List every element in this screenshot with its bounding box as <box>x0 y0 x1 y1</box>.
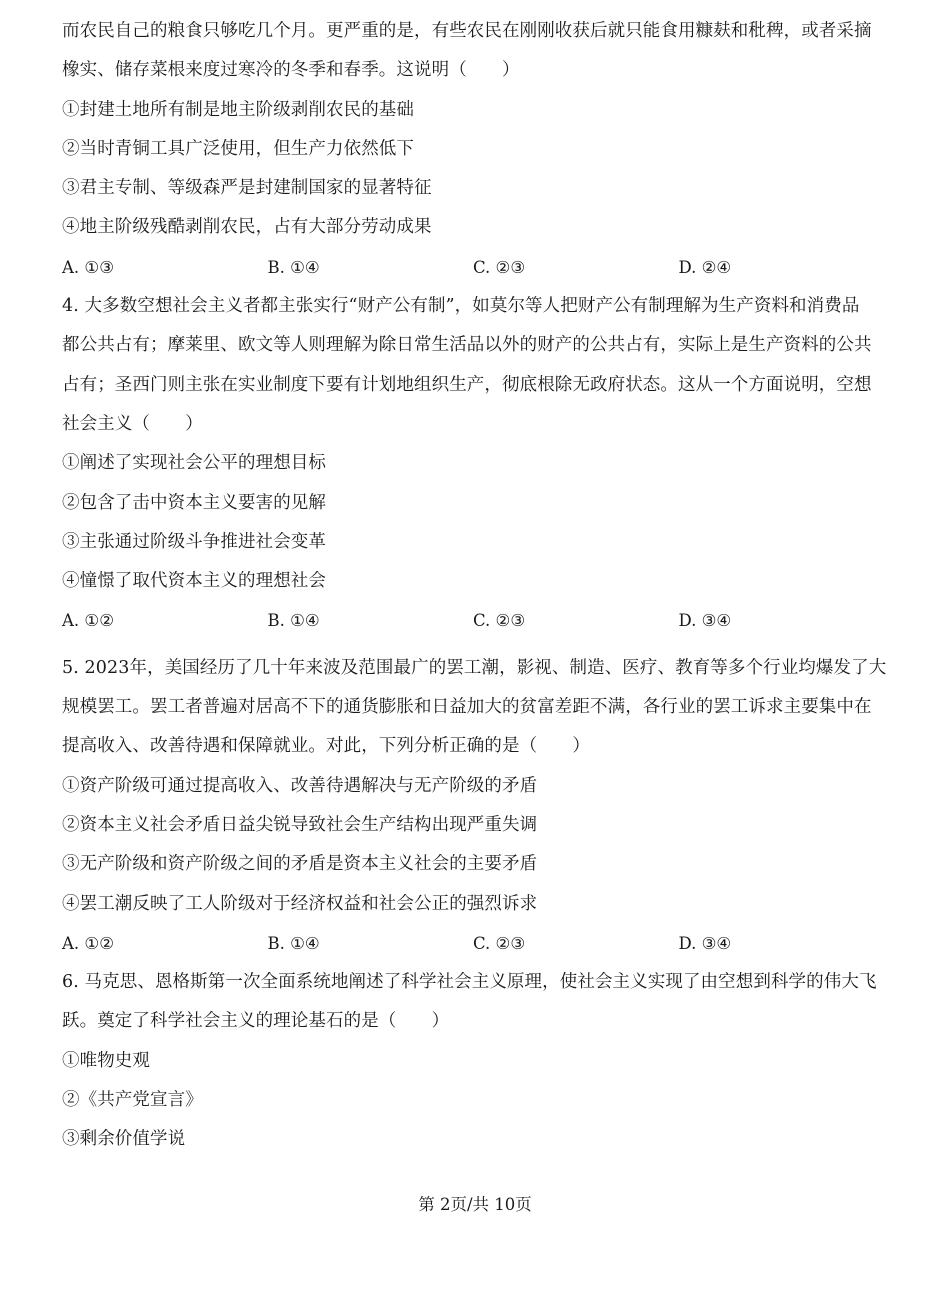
question-3-options <box>62 248 888 287</box>
question-5-text-line-2: 规模罢工。罢工者普遍对居高不下的通货膨胀和日益加大的贫富差距不满，各行业的罢工诉求主要集中在 <box>62 697 872 718</box>
option-d[interactable]: D. ③④ <box>678 933 732 953</box>
option-c[interactable]: C. ②③ <box>473 933 526 953</box>
question-4-text-line-3: 占有；圣西门则主张在实业制度下要有计划地组织生产，彻底根除无政府状态。这从一个方面说明，空想 <box>62 374 872 395</box>
question-5-statement-4: ④罢工潮反映了工人阶级对于经济权益和社会公正的强烈诉求 <box>62 893 538 914</box>
question-5-options <box>62 924 888 963</box>
question-6-statement-2: ②《共产党宣言》 <box>62 1090 203 1111</box>
option-d[interactable]: D. ②④ <box>678 257 732 277</box>
question-3-statement-4: ④地主阶级残酷剥削农民，占有大部分劳动成果 <box>62 217 432 238</box>
question-5-text-line-3: 提高收入、改善待遇和保障就业。对此，下列分析正确的是（ ） <box>62 736 590 757</box>
question-6-text-line-2: 跃。奠定了科学社会主义的理论基石的是（ ） <box>62 1011 450 1032</box>
question-5-text-line-1: 5. 2023年，美国经历了几十年来波及范围最广的罢工潮，影视、制造、医疗、教育等多个行业均爆发了大 <box>62 657 887 678</box>
question-3-text-line-2: 橡实、储存菜根来度过寒冷的冬季和春季。这说明（ ） <box>62 60 520 81</box>
question-3-text-line-1: 而农民自己的粮食只够吃几个月。更严重的是，有些农民在刚刚收获后就只能食用糠麸和秕稗，或者采摘 <box>62 21 872 41</box>
question-3-statement-1: ①封建土地所有制是地主阶级剥削农民的基础 <box>62 99 414 120</box>
option-a[interactable]: A. ①② <box>62 933 114 953</box>
option-a[interactable]: A. ①② <box>62 611 114 631</box>
exam-page <box>62 12 888 1160</box>
question-4-options <box>62 601 888 640</box>
option-b[interactable]: B. ①④ <box>267 257 320 277</box>
option-b[interactable]: B. ①④ <box>267 933 320 953</box>
page-number: 第 2页/共 10页 <box>418 1195 532 1214</box>
question-4-statement-1: ①阐述了实现社会公平的理想目标 <box>62 453 326 474</box>
question-3-statement-3: ③君主专制、等级森严是封建制国家的显著特征 <box>62 178 432 199</box>
question-4 <box>62 287 888 641</box>
question-4-statement-2: ②包含了击中资本主义要害的见解 <box>62 492 326 513</box>
question-6-text-line-1: 6. 马克思、恩格斯第一次全面系统地阐述了科学社会主义原理，使社会主义实现了由空想到科学的伟大飞 <box>62 972 877 993</box>
question-5-statement-2: ②资本主义社会矛盾日益尖锐导致社会生产结构出现严重失调 <box>62 814 538 835</box>
option-a[interactable]: A. ①③ <box>62 257 114 277</box>
question-6 <box>62 963 888 1159</box>
question-4-statement-4: ④憧憬了取代资本主义的理想社会 <box>62 571 326 592</box>
question-4-text-line-1: 4. 大多数空想社会主义者都主张实行“财产公有制”，如莫尔等人把财产公有制理解为生产资料和消费品 <box>62 296 860 317</box>
question-5-statement-3: ③无产阶级和资产阶级之间的矛盾是资本主义社会的主要矛盾 <box>62 854 538 875</box>
question-4-statement-3: ③主张通过阶级斗争推进社会变革 <box>62 531 326 552</box>
option-c[interactable]: C. ②③ <box>473 611 526 631</box>
option-c[interactable]: C. ②③ <box>473 257 526 277</box>
option-d[interactable]: D. ③④ <box>678 611 732 631</box>
question-4-text-line-4: 社会主义（ ） <box>62 413 203 434</box>
option-b[interactable]: B. ①④ <box>267 611 320 631</box>
question-6-statement-3: ③剩余价值学说 <box>62 1129 186 1150</box>
question-3-continuation <box>62 12 888 287</box>
question-5-statement-1: ①资产阶级可通过提高收入、改善待遇解决与无产阶级的矛盾 <box>62 775 538 796</box>
question-3-statement-2: ②当时青铜工具广泛使用，但生产力依然低下 <box>62 138 414 159</box>
spacer <box>62 641 888 649</box>
question-5 <box>62 649 888 963</box>
question-6-statement-1: ①唯物史观 <box>62 1050 150 1071</box>
question-4-text-line-2: 都公共占有；摩莱里、欧文等人则理解为除日常生活品以外的财产的公共占有，实际上是生产资料的公共 <box>62 335 872 356</box>
